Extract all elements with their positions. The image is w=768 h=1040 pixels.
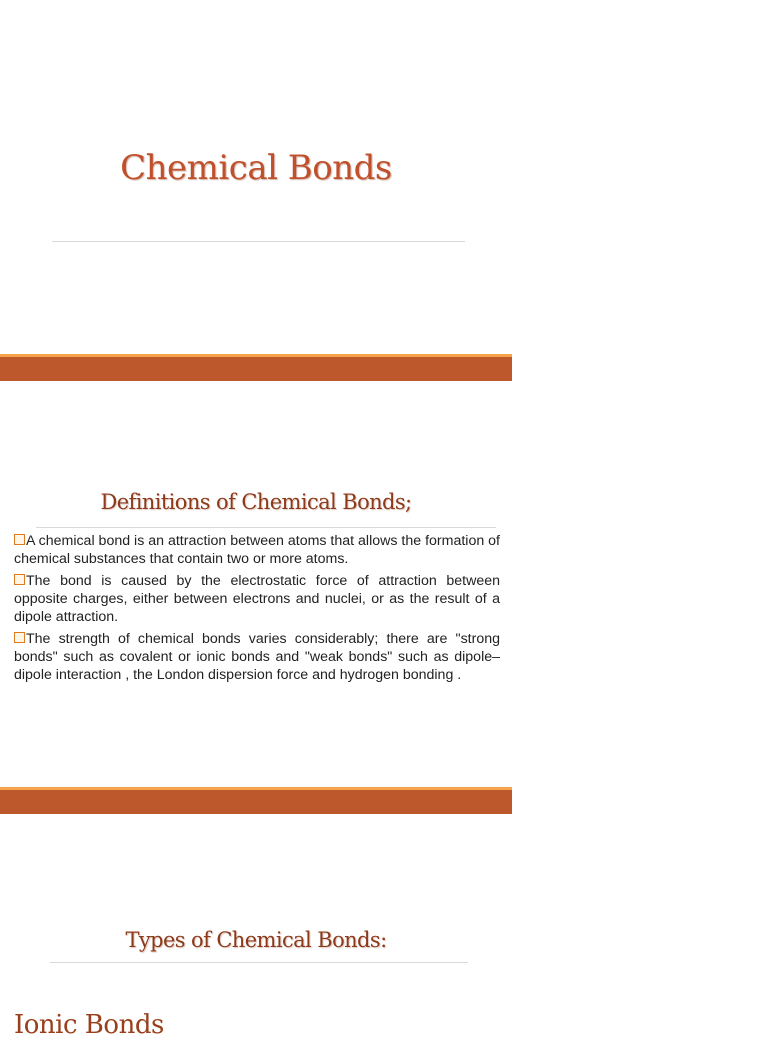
definitions-list <box>14 532 500 688</box>
checkbox-bullet-icon <box>14 632 25 643</box>
types-slide <box>0 816 512 1024</box>
slide-separator-bar <box>0 354 512 381</box>
bullet-text: The strength of chemical bonds varies considerably; there are "strong bonds" such as covalent or ionic bonds and "weak bonds" such as dipole–dipole interaction , the London dispersion force and hydrogen bonding . <box>14 631 500 683</box>
list-item <box>14 572 500 626</box>
page-title: Chemical Bonds <box>120 148 392 188</box>
checkbox-bullet-icon <box>14 574 25 585</box>
bullet-text: A chemical bond is an attraction between atoms that allows the formation of chemical substances that contain two or more atoms. <box>14 533 500 567</box>
ionic-bonds-heading: Ionic Bonds <box>14 1010 164 1040</box>
slide-separator-bar <box>0 787 512 814</box>
checkbox-bullet-icon <box>14 534 25 545</box>
types-divider <box>50 962 468 963</box>
list-item <box>14 532 500 568</box>
title-divider <box>52 241 465 242</box>
definitions-divider <box>36 527 496 528</box>
title-slide <box>0 0 512 356</box>
list-item <box>14 630 500 684</box>
definitions-heading: Definitions of Chemical Bonds; <box>100 490 412 514</box>
types-heading: Types of Chemical Bonds: <box>125 928 387 952</box>
bullet-text: The bond is caused by the electrostatic force of attraction between opposite charges, either between electrons and nuclei, or as the result of a dipole attraction. <box>14 573 500 625</box>
